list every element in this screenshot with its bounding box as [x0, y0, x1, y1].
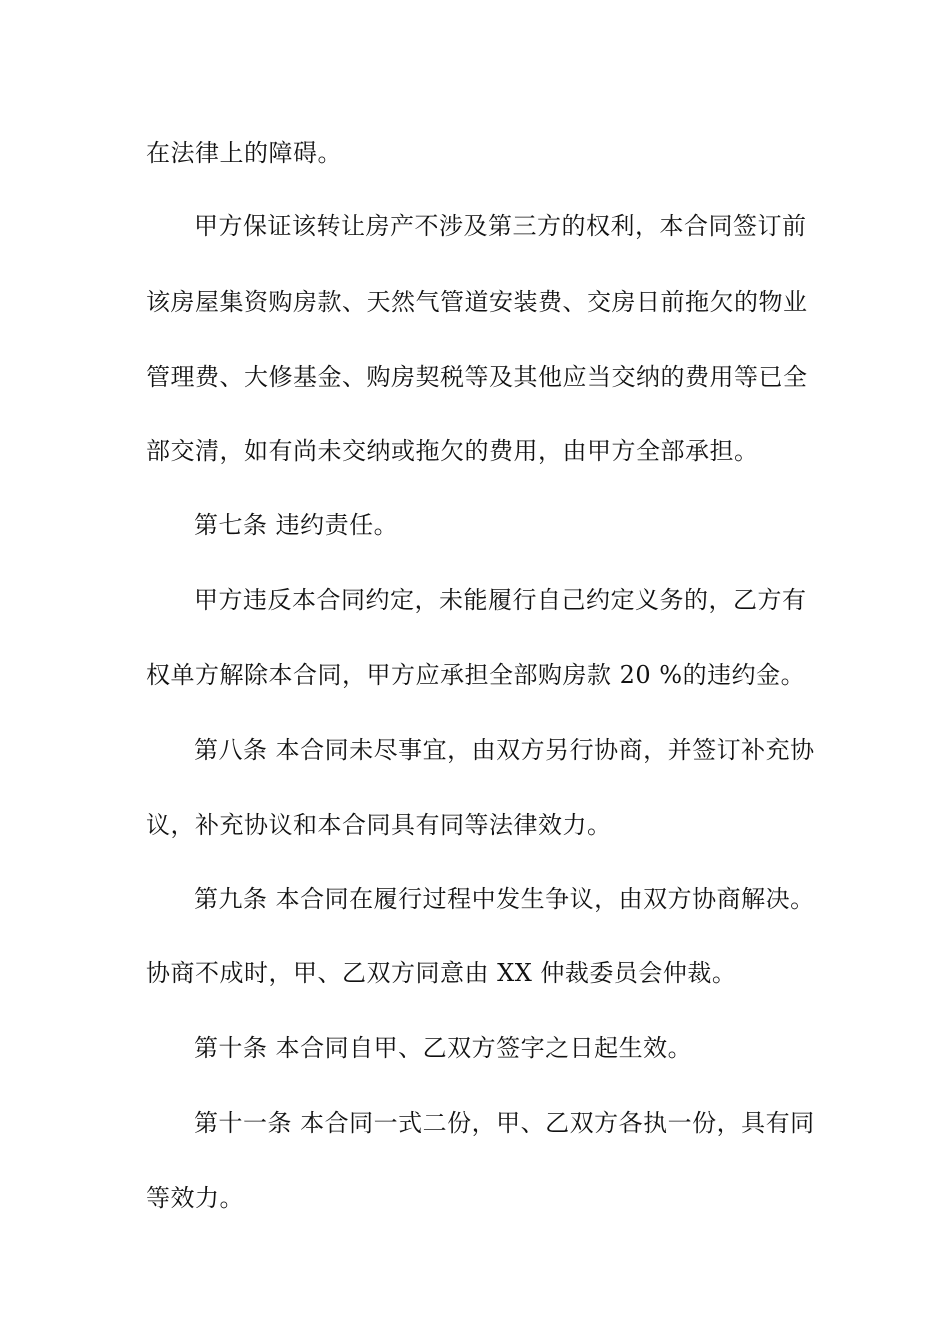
article-heading: 第七条 违约责任。: [194, 511, 399, 539]
text-line: 第九条 本合同在履行过程中发生争议，由双方协商解决。: [194, 885, 815, 913]
text-line: 第八条 本合同未尽事宜，由双方另行协商，并签订补充协: [194, 736, 815, 764]
text-line: 在法律上的障碍。: [146, 139, 342, 167]
text-line: 权单方解除本合同，甲方应承担全部购房款 20 %的违约金。: [146, 661, 806, 689]
text-line: 协商不成时，甲、乙双方同意由 XX 仲裁委员会仲裁。: [146, 959, 737, 987]
text-line: 第十条 本合同自甲、乙双方签字之日起生效。: [194, 1034, 693, 1062]
text-line: 甲方违反本合同约定，未能履行自己约定义务的，乙方有: [194, 586, 807, 614]
text-line: 第十一条 本合同一式二份，甲、乙双方各执一份，具有同: [194, 1109, 815, 1137]
text-line: 甲方保证该转让房产不涉及第三方的权利，本合同签订前: [194, 212, 807, 240]
text-line: 部交清，如有尚未交纳或拖欠的费用，由甲方全部承担。: [146, 437, 759, 465]
text-line: 管理费、大修基金、购房契税等及其他应当交纳的费用等已全: [146, 363, 808, 391]
text-line: 议，补充协议和本合同具有同等法律效力。: [146, 811, 612, 839]
text-line: 该房屋集资购房款、天然气管道安装费、交房日前拖欠的物业: [146, 288, 808, 316]
text-line: 等效力。: [146, 1184, 244, 1212]
